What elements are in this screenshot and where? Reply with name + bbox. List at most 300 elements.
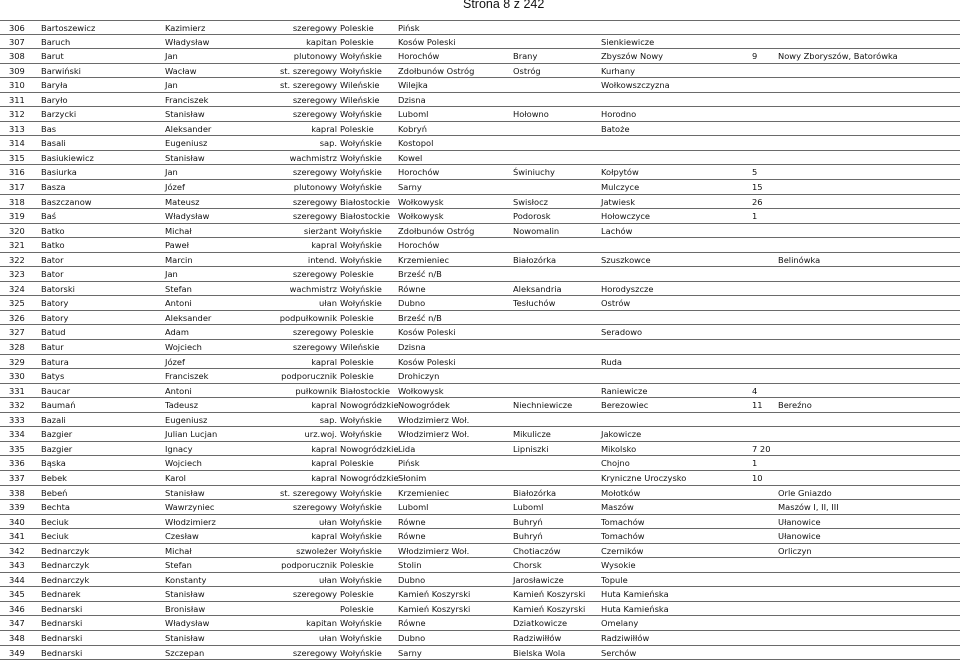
rank-cell: kapitan xyxy=(306,36,337,47)
voivodeship-cell: Wołyńskie xyxy=(340,182,382,193)
locality-cell: Tomachów xyxy=(601,531,645,542)
locality-cell: Topule xyxy=(601,574,628,585)
rank-cell: szeregowy xyxy=(292,502,337,513)
county-cell: Sarny xyxy=(398,647,422,658)
commune-cell: Radziwiłłów xyxy=(513,632,562,643)
rank-cell: kapral xyxy=(311,531,337,542)
surname-cell: Bator xyxy=(41,254,64,265)
locality-cell: Huta Kamieńska xyxy=(601,603,669,614)
voivodeship-cell: Wołyńskie xyxy=(340,109,382,120)
surname-cell: Barzycki xyxy=(41,109,77,120)
rank-cell: intend. xyxy=(307,254,337,265)
first-name-cell: Czesław xyxy=(165,531,199,542)
first-name-cell: Józef xyxy=(165,182,185,193)
surname-cell: Beciuk xyxy=(41,531,69,542)
rank-cell: sap. xyxy=(319,138,337,149)
locality-cell: Wysokie xyxy=(601,560,636,571)
surname-cell: Baryło xyxy=(41,94,68,105)
locality-cell: Czerników xyxy=(601,545,644,556)
row-number: 308 xyxy=(9,51,25,62)
county-cell: Luboml xyxy=(398,109,429,120)
row-number: 333 xyxy=(9,414,25,425)
first-name-cell: Stanisław xyxy=(165,152,205,163)
table-row xyxy=(0,544,960,559)
locality-cell: Mikolsko xyxy=(601,443,637,454)
table-row xyxy=(0,325,960,340)
first-name-cell: Jan xyxy=(165,80,178,91)
table-row xyxy=(0,471,960,486)
rank-cell: kapral xyxy=(311,123,337,134)
voivodeship-cell: Wołyńskie xyxy=(340,414,382,425)
number-cell: 9 xyxy=(752,51,758,62)
rank-cell: wachmistrz xyxy=(289,283,337,294)
table-row xyxy=(0,20,960,35)
voivodeship-cell: Poleskie xyxy=(340,123,374,134)
voivodeship-cell: Wileńskie xyxy=(340,94,380,105)
extra-locality-cell: Belinówka xyxy=(778,254,821,265)
first-name-cell: Franciszek xyxy=(165,371,209,382)
voivodeship-cell: Poleskie xyxy=(340,356,374,367)
row-number: 340 xyxy=(9,516,25,527)
rank-cell: kapral xyxy=(311,400,337,411)
voivodeship-cell: Wołyńskie xyxy=(340,152,382,163)
commune-cell: Luboml xyxy=(513,502,544,513)
county-cell: Horochów xyxy=(398,240,440,251)
surname-cell: Bąska xyxy=(41,458,66,469)
table-row xyxy=(0,456,960,471)
locality-cell: Wołkowszczyzna xyxy=(601,80,670,91)
commune-cell: Białozórka xyxy=(513,487,557,498)
county-cell: Kobryń xyxy=(398,123,427,134)
table-row xyxy=(0,602,960,617)
commune-cell: Podorosk xyxy=(513,211,551,222)
surname-cell: Beciuk xyxy=(41,516,69,527)
row-number: 322 xyxy=(9,254,25,265)
rank-cell: ułan xyxy=(319,516,337,527)
number-cell: 10 xyxy=(752,472,763,483)
table-row xyxy=(0,413,960,428)
voivodeship-cell: Wołyńskie xyxy=(340,487,382,498)
table-row xyxy=(0,340,960,355)
county-cell: Kosów Poleski xyxy=(398,327,456,338)
locality-cell: Hołowczyce xyxy=(601,211,651,222)
surname-cell: Barut xyxy=(41,51,64,62)
first-name-cell: Stanisław xyxy=(165,109,205,120)
rank-cell: st. szeregowy xyxy=(279,80,337,91)
voivodeship-cell: Poleskie xyxy=(340,560,374,571)
county-cell: Krzemieniec xyxy=(398,254,450,265)
first-name-cell: Władysław xyxy=(165,211,210,222)
county-cell: Zdołbunów Ostróg xyxy=(398,65,475,76)
county-cell: Równe xyxy=(398,531,426,542)
voivodeship-cell: Wileńskie xyxy=(340,80,380,91)
records-table xyxy=(0,20,960,660)
row-number: 311 xyxy=(9,94,25,105)
county-cell: Słonim xyxy=(398,472,427,483)
locality-cell: Raniewicze xyxy=(601,385,648,396)
county-cell: Wołkowysk xyxy=(398,196,444,207)
county-cell: Wołkowysk xyxy=(398,211,444,222)
row-number: 337 xyxy=(9,472,25,483)
number-cell: 5 xyxy=(752,167,758,178)
locality-cell: Mołotków xyxy=(601,487,641,498)
first-name-cell: Wojciech xyxy=(165,458,202,469)
voivodeship-cell: Poleskie xyxy=(340,36,374,47)
rank-cell: podpułkownik xyxy=(279,312,337,323)
row-number: 306 xyxy=(9,23,25,33)
first-name-cell: Ignacy xyxy=(165,443,193,454)
table-row xyxy=(0,500,960,515)
row-number: 349 xyxy=(9,647,25,658)
first-name-cell: Jan xyxy=(165,51,178,62)
rank-cell: plutonowy xyxy=(293,51,337,62)
rank-cell: ułan xyxy=(319,632,337,643)
table-row xyxy=(0,427,960,442)
table-row xyxy=(0,369,960,384)
voivodeship-cell: Wileńskie xyxy=(340,342,380,353)
row-number: 316 xyxy=(9,167,25,178)
table-row xyxy=(0,64,960,79)
row-number: 344 xyxy=(9,574,25,585)
first-name-cell: Władysław xyxy=(165,36,210,47)
locality-cell: Jakowicze xyxy=(601,429,642,440)
row-number: 317 xyxy=(9,182,25,193)
surname-cell: Batur xyxy=(41,342,64,353)
county-cell: Włodzimierz Woł. xyxy=(398,429,470,440)
voivodeship-cell: Nowogródzkie xyxy=(340,400,399,411)
voivodeship-cell: Wołyńskie xyxy=(340,254,382,265)
first-name-cell: Michał xyxy=(165,225,192,236)
row-number: 335 xyxy=(9,443,25,454)
surname-cell: Basiukiewicz xyxy=(41,152,94,163)
county-cell: Równe xyxy=(398,283,426,294)
commune-cell: Hołowno xyxy=(513,109,549,120)
extra-locality-cell: Orliczyn xyxy=(778,545,812,556)
county-cell: Równe xyxy=(398,618,426,629)
table-row xyxy=(0,311,960,326)
extra-locality-cell: Bereźno xyxy=(778,400,812,411)
row-number: 309 xyxy=(9,65,25,76)
first-name-cell: Jan xyxy=(165,269,178,280)
surname-cell: Baszczanow xyxy=(41,196,92,207)
rank-cell: sierżant xyxy=(303,225,337,236)
table-row xyxy=(0,165,960,180)
voivodeship-cell: Wołyńskie xyxy=(340,225,382,236)
table-row xyxy=(0,195,960,210)
first-name-cell: Mateusz xyxy=(165,196,200,207)
rank-cell: kapral xyxy=(311,356,337,367)
row-number: 348 xyxy=(9,632,25,643)
first-name-cell: Wacław xyxy=(165,65,197,76)
county-cell: Kostopol xyxy=(398,138,434,149)
surname-cell: Bednarczyk xyxy=(41,545,90,556)
surname-cell: Bednarek xyxy=(41,589,81,600)
locality-cell: Huta Kamieńska xyxy=(601,589,669,600)
surname-cell: Basali xyxy=(41,138,66,149)
rank-cell: szeregowy xyxy=(292,109,337,120)
rank-cell: szeregowy xyxy=(292,269,337,280)
county-cell: Dubno xyxy=(398,632,426,643)
locality-cell: Kołpytów xyxy=(601,167,639,178)
surname-cell: Batud xyxy=(41,327,66,338)
county-cell: Nowogródek xyxy=(398,400,450,411)
table-row xyxy=(0,296,960,311)
voivodeship-cell: Wołyńskie xyxy=(340,138,382,149)
number-cell: 1 xyxy=(752,211,758,222)
first-name-cell: Szczepan xyxy=(165,647,205,658)
commune-cell: Buhryń xyxy=(513,531,543,542)
locality-cell: Ostrów xyxy=(601,298,631,309)
row-number: 321 xyxy=(9,240,25,251)
surname-cell: Baumań xyxy=(41,400,76,411)
commune-cell: Brany xyxy=(513,51,538,62)
voivodeship-cell: Białostockie xyxy=(340,211,390,222)
rank-cell: szeregowy xyxy=(292,647,337,658)
surname-cell: Batys xyxy=(41,371,65,382)
row-number: 342 xyxy=(9,545,25,556)
voivodeship-cell: Wołyńskie xyxy=(340,167,382,178)
commune-cell: Świniuchy xyxy=(513,167,555,178)
first-name-cell: Julian Lucjan xyxy=(165,429,218,440)
first-name-cell: Bronisław xyxy=(165,603,206,614)
county-cell: Kowel xyxy=(398,152,423,163)
rank-cell: kapral xyxy=(311,472,337,483)
table-row xyxy=(0,355,960,370)
voivodeship-cell: Poleskie xyxy=(340,327,374,338)
surname-cell: Bazali xyxy=(41,414,66,425)
voivodeship-cell: Wołyńskie xyxy=(340,516,382,527)
row-number: 339 xyxy=(9,502,25,513)
county-cell: Horochów xyxy=(398,167,440,178)
voivodeship-cell: Wołyńskie xyxy=(340,545,382,556)
table-row xyxy=(0,35,960,50)
locality-cell: Sienkiewicze xyxy=(601,36,655,47)
rank-cell: sap. xyxy=(319,414,337,425)
rank-cell: podporucznik xyxy=(281,560,337,571)
rank-cell: pułkownik xyxy=(295,385,337,396)
locality-cell: Lachów xyxy=(601,225,633,236)
extra-locality-cell: Ułanowice xyxy=(778,516,821,527)
number-cell: 26 xyxy=(752,196,763,207)
table-row xyxy=(0,224,960,239)
locality-cell: Serchów xyxy=(601,647,637,658)
rank-cell: szeregowy xyxy=(292,94,337,105)
surname-cell: Bednarczyk xyxy=(41,560,90,571)
commune-cell: Lipniszki xyxy=(513,443,549,454)
county-cell: Stolin xyxy=(398,560,422,571)
row-number: 327 xyxy=(9,327,25,338)
surname-cell: Bazgier xyxy=(41,443,73,454)
county-cell: Wołkowysk xyxy=(398,385,444,396)
number-cell: 7 20 xyxy=(752,443,771,454)
county-cell: Włodzimierz Woł. xyxy=(398,545,470,556)
commune-cell: Chotiaczów xyxy=(513,545,561,556)
county-cell: Krzemieniec xyxy=(398,487,450,498)
locality-cell: Tomachów xyxy=(601,516,645,527)
locality-cell: Zbyszów Nowy xyxy=(601,51,664,62)
county-cell: Pińsk xyxy=(398,458,420,469)
county-cell: Zdołbunów Ostróg xyxy=(398,225,475,236)
surname-cell: Batorski xyxy=(41,283,75,294)
surname-cell: Basza xyxy=(41,182,66,193)
rank-cell: szwoleżer xyxy=(296,545,337,556)
county-cell: Kamień Koszyrski xyxy=(398,603,471,614)
county-cell: Pińsk xyxy=(398,23,420,33)
table-row xyxy=(0,180,960,195)
county-cell: Drohiczyn xyxy=(398,371,440,382)
surname-cell: Bebeń xyxy=(41,487,68,498)
row-number: 312 xyxy=(9,109,25,120)
table-row xyxy=(0,93,960,108)
first-name-cell: Wojciech xyxy=(165,342,202,353)
extra-locality-cell: Nowy Zboryszów, Batorówka xyxy=(778,51,898,62)
county-cell: Lida xyxy=(398,443,416,454)
rank-cell: kapral xyxy=(311,458,337,469)
row-number: 341 xyxy=(9,531,25,542)
voivodeship-cell: Poleskie xyxy=(340,603,374,614)
surname-cell: Bechta xyxy=(41,502,70,513)
rank-cell: wachmistrz xyxy=(289,152,337,163)
commune-cell: Swisłocz xyxy=(513,196,549,207)
rank-cell: szeregowy xyxy=(292,23,337,33)
county-cell: Dzisna xyxy=(398,94,426,105)
row-number: 347 xyxy=(9,618,25,629)
first-name-cell: Wawrzyniec xyxy=(165,502,215,513)
table-row xyxy=(0,398,960,413)
row-number: 330 xyxy=(9,371,25,382)
surname-cell: Baruch xyxy=(41,36,71,47)
table-row xyxy=(0,587,960,602)
row-number: 325 xyxy=(9,298,25,309)
number-cell: 1 xyxy=(752,458,758,469)
rank-cell: ułan xyxy=(319,574,337,585)
surname-cell: Bator xyxy=(41,269,64,280)
rank-cell: szeregowy xyxy=(292,196,337,207)
commune-cell: Jarosławicze xyxy=(513,574,564,585)
first-name-cell: Stanisław xyxy=(165,487,205,498)
first-name-cell: Paweł xyxy=(165,240,189,251)
surname-cell: Bednarczyk xyxy=(41,574,90,585)
voivodeship-cell: Wołyńskie xyxy=(340,574,382,585)
locality-cell: Maszów xyxy=(601,502,634,513)
commune-cell: Buhryń xyxy=(513,516,543,527)
surname-cell: Bednarski xyxy=(41,603,83,614)
first-name-cell: Tadeusz xyxy=(165,400,199,411)
surname-cell: Batory xyxy=(41,312,69,323)
voivodeship-cell: Poleskie xyxy=(340,371,374,382)
row-number: 318 xyxy=(9,196,25,207)
voivodeship-cell: Poleskie xyxy=(340,458,374,469)
locality-cell: Batoże xyxy=(601,123,630,134)
county-cell: Włodzimierz Woł. xyxy=(398,414,470,425)
commune-cell: Dziatkowicze xyxy=(513,618,568,629)
rank-cell: plutonowy xyxy=(293,182,337,193)
row-number: 331 xyxy=(9,385,25,396)
commune-cell: Białozórka xyxy=(513,254,557,265)
table-row xyxy=(0,253,960,268)
county-cell: Sarny xyxy=(398,182,422,193)
table-row xyxy=(0,151,960,166)
voivodeship-cell: Wołyńskie xyxy=(340,647,382,658)
surname-cell: Baucar xyxy=(41,385,71,396)
table-row xyxy=(0,616,960,631)
county-cell: Dubno xyxy=(398,298,426,309)
county-cell: Luboml xyxy=(398,502,429,513)
county-cell: Wilejka xyxy=(398,80,428,91)
locality-cell: Berezowiec xyxy=(601,400,649,411)
locality-cell: Omelany xyxy=(601,618,639,629)
rank-cell: szeregowy xyxy=(292,589,337,600)
table-row xyxy=(0,442,960,457)
row-number: 315 xyxy=(9,152,25,163)
table-row xyxy=(0,122,960,137)
table-row xyxy=(0,282,960,297)
first-name-cell: Kazimierz xyxy=(165,23,206,33)
page-counter: Strona 8 z 242 xyxy=(463,0,545,11)
surname-cell: Baś xyxy=(41,211,57,222)
table-row xyxy=(0,78,960,93)
commune-cell: Ostróg xyxy=(513,65,541,76)
extra-locality-cell: Maszów I, II, III xyxy=(778,502,839,513)
rank-cell: ułan xyxy=(319,298,337,309)
surname-cell: Bazgier xyxy=(41,429,73,440)
county-cell: Kosów Poleski xyxy=(398,356,456,367)
surname-cell: Baryła xyxy=(41,80,68,91)
county-cell: Brześć n/B xyxy=(398,312,442,323)
commune-cell: Niechniewicze xyxy=(513,400,573,411)
first-name-cell: Antoni xyxy=(165,298,192,309)
locality-cell: Kryniczne Uroczysko xyxy=(601,472,687,483)
voivodeship-cell: Poleskie xyxy=(340,269,374,280)
locality-cell: Radziwiłłów xyxy=(601,632,650,643)
first-name-cell: Konstanty xyxy=(165,574,207,585)
voivodeship-cell: Nowogródzkie xyxy=(340,472,399,483)
first-name-cell: Franciszek xyxy=(165,94,209,105)
table-row xyxy=(0,515,960,530)
voivodeship-cell: Wołyńskie xyxy=(340,531,382,542)
first-name-cell: Józef xyxy=(165,356,185,367)
row-number: 323 xyxy=(9,269,25,280)
row-number: 320 xyxy=(9,225,25,236)
surname-cell: Bednarski xyxy=(41,618,83,629)
first-name-cell: Aleksander xyxy=(165,312,212,323)
surname-cell: Batura xyxy=(41,356,69,367)
row-number: 324 xyxy=(9,283,25,294)
locality-cell: Seradowo xyxy=(601,327,643,338)
extra-locality-cell: Ułanowice xyxy=(778,531,821,542)
voivodeship-cell: Wołyńskie xyxy=(340,51,382,62)
voivodeship-cell: Wołyńskie xyxy=(340,240,382,251)
row-number: 338 xyxy=(9,487,25,498)
table-row xyxy=(0,107,960,122)
table-row xyxy=(0,238,960,253)
table-row xyxy=(0,267,960,282)
county-cell: Horochów xyxy=(398,51,440,62)
commune-cell: Mikulicze xyxy=(513,429,551,440)
locality-cell: Kurhany xyxy=(601,65,636,76)
voivodeship-cell: Wołyńskie xyxy=(340,632,382,643)
voivodeship-cell: Nowogródzkie xyxy=(340,443,399,454)
surname-cell: Bebek xyxy=(41,472,67,483)
table-row xyxy=(0,49,960,64)
locality-cell: Jatwiesk xyxy=(601,196,636,207)
table-row xyxy=(0,558,960,573)
first-name-cell: Władysław xyxy=(165,618,210,629)
rank-cell: urz.woj. xyxy=(304,429,337,440)
county-cell: Dzisna xyxy=(398,342,426,353)
surname-cell: Batko xyxy=(41,225,65,236)
commune-cell: Kamień Koszyrski xyxy=(513,603,586,614)
